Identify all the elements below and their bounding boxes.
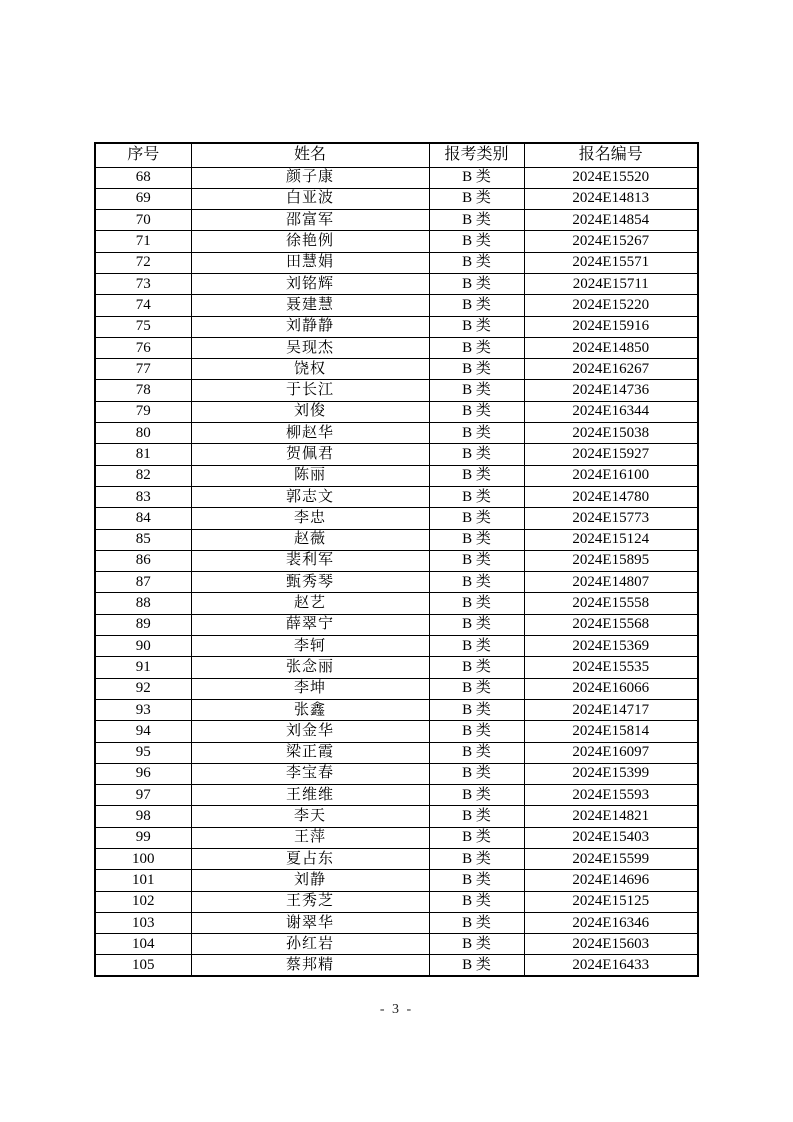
cell-registration-number: 2024E14780: [524, 486, 698, 507]
table-row: [95, 359, 698, 380]
cell-name: 王维维: [191, 785, 429, 806]
cell-exam-category: B 类: [429, 763, 524, 784]
cell-exam-category: B 类: [429, 827, 524, 848]
cell-serial-number: 70: [95, 210, 191, 231]
cell-registration-number: 2024E15399: [524, 763, 698, 784]
table-row: [95, 188, 698, 209]
cell-registration-number: 2024E15568: [524, 614, 698, 635]
cell-exam-category: B 类: [429, 806, 524, 827]
cell-serial-number: 93: [95, 699, 191, 720]
cell-name: 薛翠宁: [191, 614, 429, 635]
table-row: [95, 210, 698, 231]
cell-name: 李宝春: [191, 763, 429, 784]
cell-name: 刘静静: [191, 316, 429, 337]
column-header-serial-number: 序号: [95, 143, 191, 167]
cell-name: 邵富军: [191, 210, 429, 231]
cell-exam-category: B 类: [429, 636, 524, 657]
cell-exam-category: B 类: [429, 401, 524, 422]
cell-serial-number: 92: [95, 678, 191, 699]
table-row: [95, 252, 698, 273]
cell-registration-number: 2024E15267: [524, 231, 698, 252]
cell-registration-number: 2024E15124: [524, 529, 698, 550]
cell-name: 徐艳例: [191, 231, 429, 252]
cell-exam-category: B 类: [429, 188, 524, 209]
cell-registration-number: 2024E14717: [524, 699, 698, 720]
cell-registration-number: 2024E14696: [524, 870, 698, 891]
cell-name: 裴利军: [191, 550, 429, 571]
cell-serial-number: 77: [95, 359, 191, 380]
table-row: [95, 273, 698, 294]
cell-registration-number: 2024E15927: [524, 444, 698, 465]
cell-exam-category: B 类: [429, 167, 524, 188]
cell-name: 田慧娟: [191, 252, 429, 273]
cell-serial-number: 96: [95, 763, 191, 784]
cell-name: 赵薇: [191, 529, 429, 550]
cell-registration-number: 2024E15038: [524, 423, 698, 444]
cell-registration-number: 2024E15916: [524, 316, 698, 337]
cell-registration-number: 2024E14807: [524, 572, 698, 593]
table-row: [95, 614, 698, 635]
table-row: [95, 167, 698, 188]
table-row: [95, 295, 698, 316]
cell-name: 李坤: [191, 678, 429, 699]
cell-serial-number: 79: [95, 401, 191, 422]
cell-exam-category: B 类: [429, 252, 524, 273]
cell-exam-category: B 类: [429, 337, 524, 358]
cell-serial-number: 73: [95, 273, 191, 294]
table-row: [95, 465, 698, 486]
page-number: - 3 -: [379, 1002, 414, 1017]
cell-registration-number: 2024E14736: [524, 380, 698, 401]
cell-registration-number: 2024E15520: [524, 167, 698, 188]
table-row: [95, 508, 698, 529]
cell-exam-category: B 类: [429, 380, 524, 401]
cell-name: 于长江: [191, 380, 429, 401]
cell-serial-number: 103: [95, 912, 191, 933]
cell-registration-number: 2024E15599: [524, 849, 698, 870]
cell-exam-category: B 类: [429, 486, 524, 507]
cell-registration-number: 2024E15603: [524, 934, 698, 955]
cell-registration-number: 2024E16346: [524, 912, 698, 933]
cell-serial-number: 90: [95, 636, 191, 657]
cell-registration-number: 2024E15535: [524, 657, 698, 678]
table-row: [95, 934, 698, 955]
table-row: [95, 593, 698, 614]
cell-serial-number: 105: [95, 955, 191, 976]
table-row: [95, 870, 698, 891]
cell-exam-category: B 类: [429, 699, 524, 720]
table-row: [95, 401, 698, 422]
cell-serial-number: 101: [95, 870, 191, 891]
cell-registration-number: 2024E15773: [524, 508, 698, 529]
column-header-exam-category: 报考类别: [429, 143, 524, 167]
cell-exam-category: B 类: [429, 295, 524, 316]
cell-registration-number: 2024E16344: [524, 401, 698, 422]
cell-serial-number: 83: [95, 486, 191, 507]
cell-exam-category: B 类: [429, 657, 524, 678]
column-header-registration-number: 报名编号: [524, 143, 698, 167]
table-row: [95, 231, 698, 252]
cell-registration-number: 2024E14850: [524, 337, 698, 358]
table-row: [95, 636, 698, 657]
cell-serial-number: 102: [95, 891, 191, 912]
cell-exam-category: B 类: [429, 891, 524, 912]
cell-name: 李轲: [191, 636, 429, 657]
cell-serial-number: 68: [95, 167, 191, 188]
cell-serial-number: 89: [95, 614, 191, 635]
cell-exam-category: B 类: [429, 678, 524, 699]
cell-name: 夏占东: [191, 849, 429, 870]
cell-name: 刘铭辉: [191, 273, 429, 294]
cell-name: 陈丽: [191, 465, 429, 486]
cell-exam-category: B 类: [429, 508, 524, 529]
cell-name: 柳赵华: [191, 423, 429, 444]
cell-name: 李天: [191, 806, 429, 827]
table-row: [95, 486, 698, 507]
cell-exam-category: B 类: [429, 444, 524, 465]
table-row: [95, 763, 698, 784]
cell-exam-category: B 类: [429, 742, 524, 763]
cell-serial-number: 69: [95, 188, 191, 209]
table-row: [95, 849, 698, 870]
cell-name: 聂建慧: [191, 295, 429, 316]
cell-serial-number: 100: [95, 849, 191, 870]
cell-serial-number: 81: [95, 444, 191, 465]
cell-registration-number: 2024E16100: [524, 465, 698, 486]
cell-serial-number: 97: [95, 785, 191, 806]
table-row: [95, 316, 698, 337]
cell-registration-number: 2024E15125: [524, 891, 698, 912]
table-row: [95, 337, 698, 358]
cell-name: 赵艺: [191, 593, 429, 614]
cell-exam-category: B 类: [429, 955, 524, 976]
cell-registration-number: 2024E15895: [524, 550, 698, 571]
cell-name: 王萍: [191, 827, 429, 848]
cell-serial-number: 80: [95, 423, 191, 444]
cell-registration-number: 2024E15369: [524, 636, 698, 657]
table-row: [95, 529, 698, 550]
cell-exam-category: B 类: [429, 614, 524, 635]
cell-name: 刘俊: [191, 401, 429, 422]
cell-name: 张鑫: [191, 699, 429, 720]
table-row: [95, 955, 698, 976]
column-header-name: 姓名: [191, 143, 429, 167]
cell-registration-number: 2024E16267: [524, 359, 698, 380]
cell-serial-number: 85: [95, 529, 191, 550]
cell-name: 孙红岩: [191, 934, 429, 955]
cell-registration-number: 2024E14813: [524, 188, 698, 209]
cell-registration-number: 2024E16097: [524, 742, 698, 763]
cell-name: 蔡邦精: [191, 955, 429, 976]
cell-name: 张念丽: [191, 657, 429, 678]
cell-name: 甄秀琴: [191, 572, 429, 593]
cell-registration-number: 2024E16433: [524, 955, 698, 976]
cell-serial-number: 94: [95, 721, 191, 742]
cell-exam-category: B 类: [429, 465, 524, 486]
cell-exam-category: B 类: [429, 359, 524, 380]
cell-serial-number: 99: [95, 827, 191, 848]
cell-name: 贺佩君: [191, 444, 429, 465]
table-row: [95, 806, 698, 827]
cell-serial-number: 87: [95, 572, 191, 593]
cell-serial-number: 91: [95, 657, 191, 678]
cell-serial-number: 71: [95, 231, 191, 252]
cell-exam-category: B 类: [429, 785, 524, 806]
cell-registration-number: 2024E15558: [524, 593, 698, 614]
cell-exam-category: B 类: [429, 934, 524, 955]
cell-serial-number: 86: [95, 550, 191, 571]
table-row: [95, 550, 698, 571]
cell-exam-category: B 类: [429, 550, 524, 571]
table-row: [95, 912, 698, 933]
cell-name: 刘金华: [191, 721, 429, 742]
cell-name: 李忠: [191, 508, 429, 529]
cell-exam-category: B 类: [429, 870, 524, 891]
table-body: [95, 167, 698, 976]
applicants-table: [94, 142, 699, 977]
cell-name: 白亚波: [191, 188, 429, 209]
cell-registration-number: 2024E15403: [524, 827, 698, 848]
table-row: [95, 891, 698, 912]
cell-serial-number: 76: [95, 337, 191, 358]
table-row: [95, 678, 698, 699]
cell-name: 郭志文: [191, 486, 429, 507]
table-row: [95, 423, 698, 444]
table-row: [95, 785, 698, 806]
table-row: [95, 827, 698, 848]
cell-exam-category: B 类: [429, 849, 524, 870]
cell-name: 饶权: [191, 359, 429, 380]
cell-registration-number: 2024E15814: [524, 721, 698, 742]
cell-name: 刘静: [191, 870, 429, 891]
cell-serial-number: 104: [95, 934, 191, 955]
table-row: [95, 657, 698, 678]
cell-serial-number: 74: [95, 295, 191, 316]
cell-name: 谢翠华: [191, 912, 429, 933]
cell-registration-number: 2024E15571: [524, 252, 698, 273]
cell-exam-category: B 类: [429, 423, 524, 444]
table-header-row: [95, 143, 698, 167]
table-row: [95, 721, 698, 742]
cell-exam-category: B 类: [429, 593, 524, 614]
cell-exam-category: B 类: [429, 572, 524, 593]
cell-serial-number: 75: [95, 316, 191, 337]
cell-exam-category: B 类: [429, 273, 524, 294]
cell-registration-number: 2024E15593: [524, 785, 698, 806]
cell-serial-number: 95: [95, 742, 191, 763]
cell-serial-number: 84: [95, 508, 191, 529]
table-row: [95, 380, 698, 401]
cell-registration-number: 2024E15220: [524, 295, 698, 316]
cell-name: 吴现杰: [191, 337, 429, 358]
cell-serial-number: 82: [95, 465, 191, 486]
cell-serial-number: 88: [95, 593, 191, 614]
cell-exam-category: B 类: [429, 529, 524, 550]
cell-serial-number: 98: [95, 806, 191, 827]
cell-name: 王秀芝: [191, 891, 429, 912]
cell-serial-number: 78: [95, 380, 191, 401]
cell-registration-number: 2024E16066: [524, 678, 698, 699]
cell-name: 颜子康: [191, 167, 429, 188]
cell-registration-number: 2024E15711: [524, 273, 698, 294]
cell-serial-number: 72: [95, 252, 191, 273]
table-row: [95, 742, 698, 763]
cell-exam-category: B 类: [429, 316, 524, 337]
cell-exam-category: B 类: [429, 210, 524, 231]
cell-registration-number: 2024E14854: [524, 210, 698, 231]
table-row: [95, 444, 698, 465]
cell-exam-category: B 类: [429, 912, 524, 933]
cell-exam-category: B 类: [429, 721, 524, 742]
table-row: [95, 572, 698, 593]
cell-exam-category: B 类: [429, 231, 524, 252]
cell-name: 梁正霞: [191, 742, 429, 763]
table-row: [95, 699, 698, 720]
cell-registration-number: 2024E14821: [524, 806, 698, 827]
